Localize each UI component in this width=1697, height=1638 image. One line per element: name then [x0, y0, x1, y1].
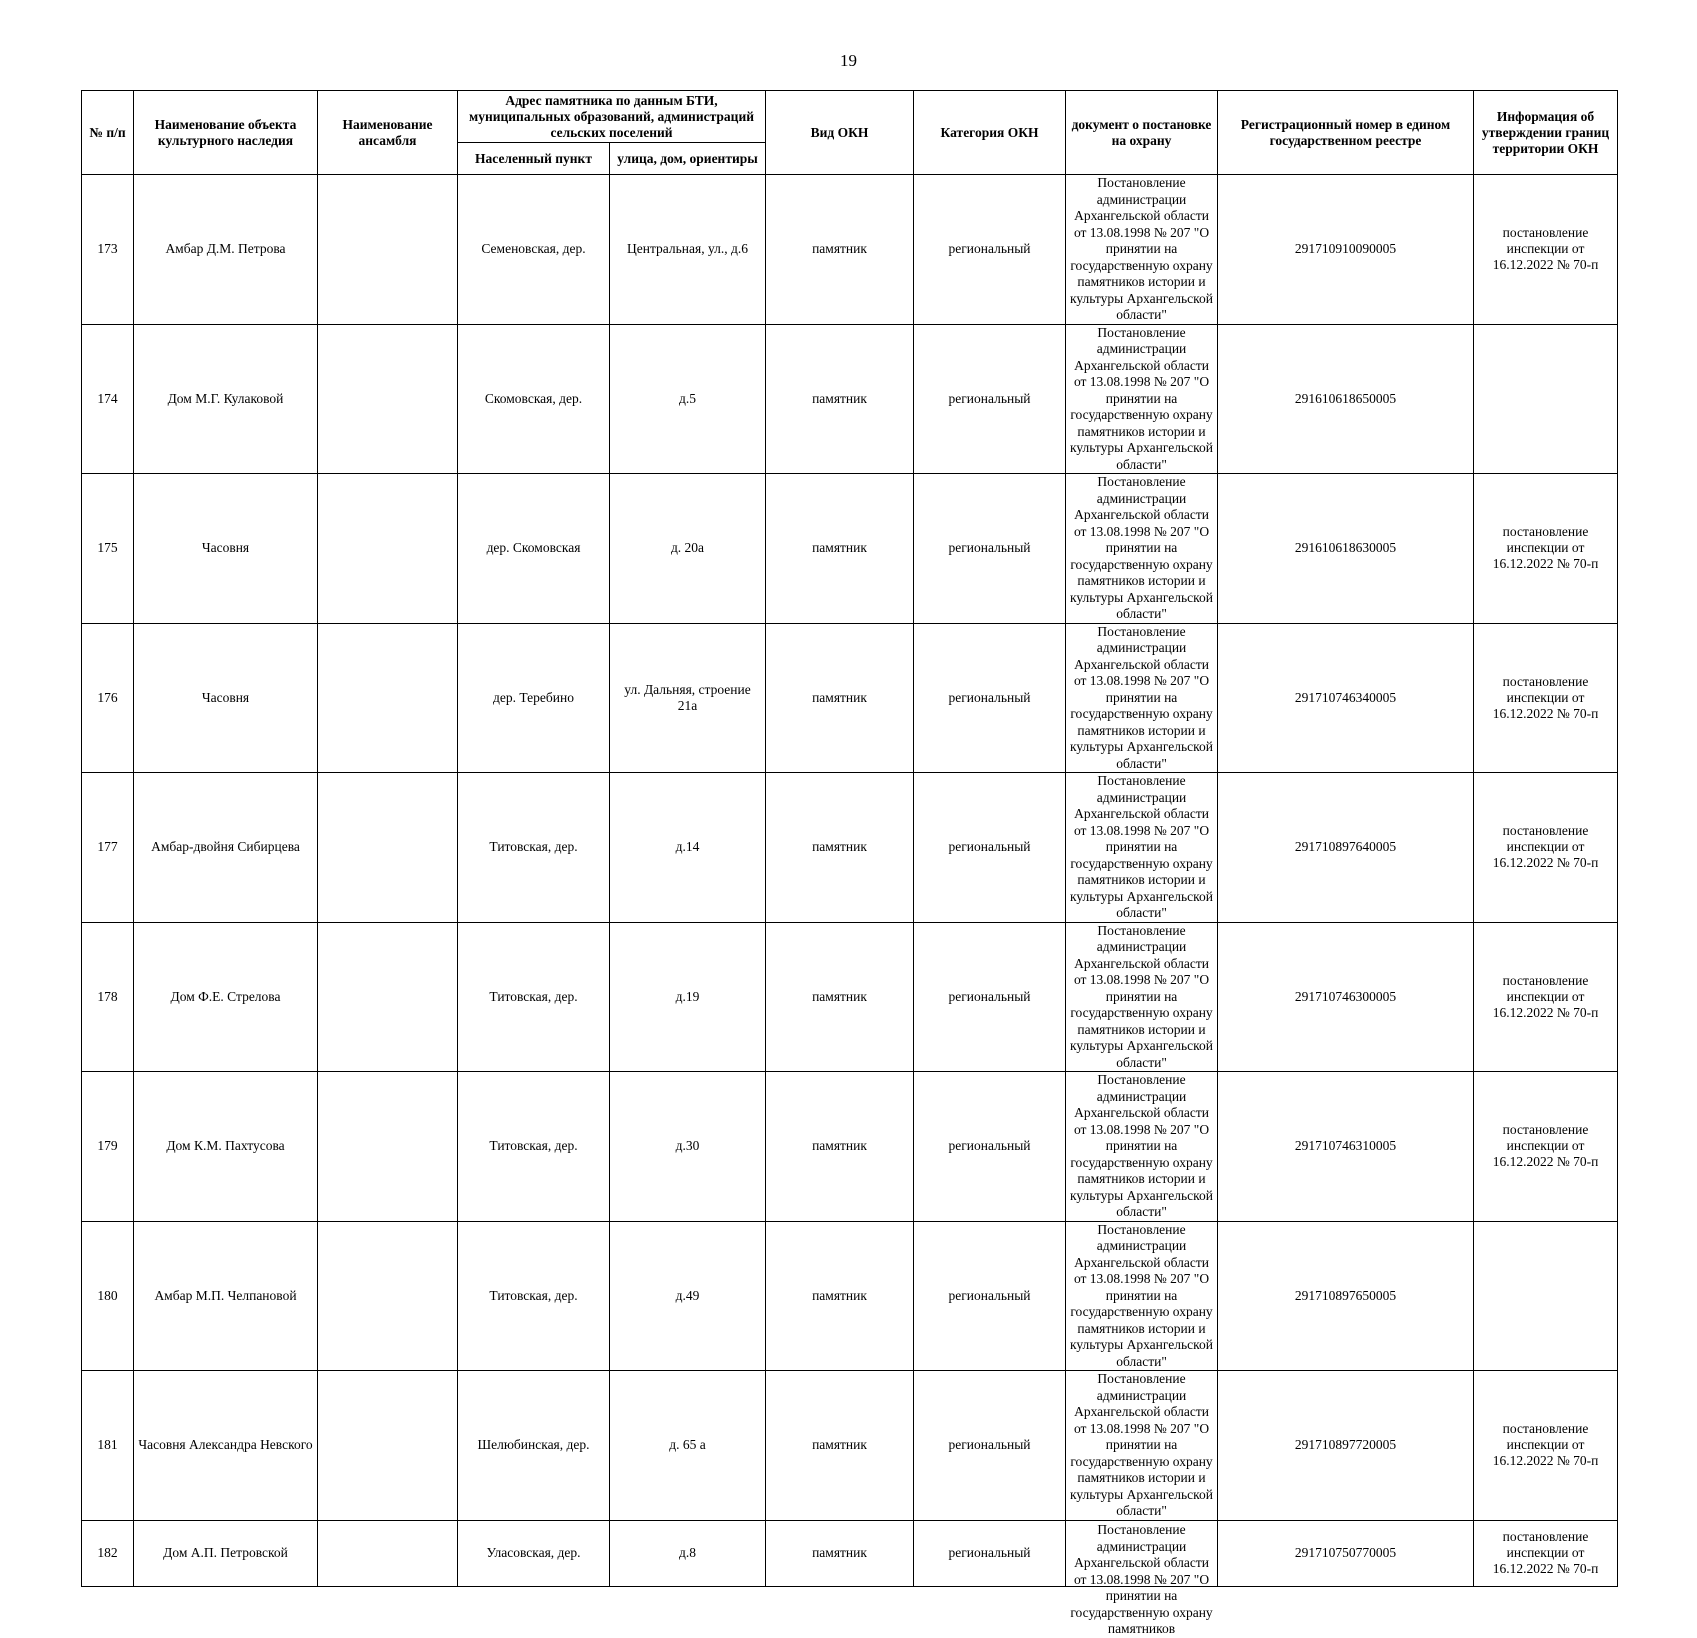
- table-row: [82, 1221, 1618, 1371]
- header-settlement: Населенный пункт: [458, 143, 610, 175]
- cell-reg-number: 291710746300005: [1218, 922, 1474, 1072]
- cell-street: д.5: [610, 324, 766, 474]
- cell-ensemble: [318, 623, 458, 773]
- cell-protection-doc: Постановление администрации Архангельской области от 13.08.1998 № 207 "О принятии на государственную охрану памятников истории и культуры Архангельской области": [1066, 474, 1218, 624]
- protection-doc-text: Постановление администрации Архангельской области от 13.08.1998 № 207 "О принятии на государственную охрану памятников: [1070, 1522, 1213, 1636]
- cell-num: 181: [82, 1371, 134, 1521]
- cell-okn-type: памятник: [766, 623, 914, 773]
- cell-num: 173: [82, 175, 134, 325]
- table-row: [82, 773, 1618, 923]
- cell-reg-number: 291710750770005: [1218, 1520, 1474, 1586]
- cell-okn-category: региональный: [914, 1520, 1066, 1586]
- cell-okn-category: региональный: [914, 1221, 1066, 1371]
- header-street: улица, дом, ориентиры: [610, 143, 766, 175]
- header-boundaries-info: Информация об утверждении границ территории ОКН: [1474, 91, 1618, 175]
- cell-boundaries-info: постановление инспекции от 16.12.2022 № 70-п: [1474, 1371, 1618, 1521]
- cell-street: д.19: [610, 922, 766, 1072]
- cell-reg-number: 291710897640005: [1218, 773, 1474, 923]
- cell-ensemble: [318, 1072, 458, 1222]
- cell-reg-number: 291710746310005: [1218, 1072, 1474, 1222]
- cell-reg-number: 291610618630005: [1218, 474, 1474, 624]
- header-reg-number: Регистрационный номер в едином государственном реестре: [1218, 91, 1474, 175]
- cell-object-name: Дом Ф.Е. Стрелова: [134, 922, 318, 1072]
- cell-object-name: Амбар-двойня Сибирцева: [134, 773, 318, 923]
- cell-street: д. 65 а: [610, 1371, 766, 1521]
- header-protection-doc: документ о постановке на охрану: [1066, 91, 1218, 175]
- cell-protection-doc: Постановление администрации Архангельской области от 13.08.1998 № 207 "О принятии на государственную охрану памятников истории и культуры Архангельской области": [1066, 922, 1218, 1072]
- cell-settlement: Скомовская, дер.: [458, 324, 610, 474]
- table-row: [82, 1072, 1618, 1222]
- header-okn-category: Категория ОКН: [914, 91, 1066, 175]
- cell-protection-doc: Постановление администрации Архангельской области от 13.08.1998 № 207 "О принятии на государственную охрану памятников истории и культуры Архангельской области": [1066, 175, 1218, 325]
- cell-protection-doc: Постановление администрации Архангельской области от 13.08.1998 № 207 "О принятии на государственную охрану памятников истории и культуры Архангельской области": [1066, 773, 1218, 923]
- cell-street: д.30: [610, 1072, 766, 1222]
- cell-okn-type: памятник: [766, 773, 914, 923]
- cell-ensemble: [318, 175, 458, 325]
- cell-ensemble: [318, 1371, 458, 1521]
- cell-settlement: Семеновская, дер.: [458, 175, 610, 325]
- cell-okn-type: памятник: [766, 1520, 914, 1586]
- cell-boundaries-info: постановление инспекции от 16.12.2022 № 70-п: [1474, 623, 1618, 773]
- cell-settlement: дер. Скомовская: [458, 474, 610, 624]
- cell-okn-category: региональный: [914, 773, 1066, 923]
- cell-okn-category: региональный: [914, 1072, 1066, 1222]
- cell-okn-category: региональный: [914, 324, 1066, 474]
- cell-num: 178: [82, 922, 134, 1072]
- cell-protection-doc: Постановление администрации Архангельской области от 13.08.1998 № 207 "О принятии на государственную охрану памятников истории и культуры Архангельской области": [1066, 1072, 1218, 1222]
- cell-object-name: Часовня: [134, 474, 318, 624]
- cell-settlement: Уласовская, дер.: [458, 1520, 610, 1586]
- cell-street: ул. Дальняя, строение 21а: [610, 623, 766, 773]
- table-row: [82, 1520, 1618, 1586]
- cell-object-name: Амбар Д.М. Петрова: [134, 175, 318, 325]
- cell-ensemble: [318, 773, 458, 923]
- cell-boundaries-info: постановление инспекции от 16.12.2022 № 70-п: [1474, 922, 1618, 1072]
- cell-object-name: Дом М.Г. Кулаковой: [134, 324, 318, 474]
- cell-protection-doc: Постановление администрации Архангельской области от 13.08.1998 № 207 "О принятии на государственную охрану памятников истории и культуры Архангельской области": [1066, 1371, 1218, 1521]
- cell-okn-type: памятник: [766, 922, 914, 1072]
- table-row: [82, 324, 1618, 474]
- cell-reg-number: 291710897650005: [1218, 1221, 1474, 1371]
- cell-boundaries-info: [1474, 1221, 1618, 1371]
- cell-protection-doc: Постановление администрации Архангельской области от 13.08.1998 № 207 "О принятии на государственную охрану памятников истории и культуры Архангельской области": [1066, 1221, 1218, 1371]
- header-address-group: Адрес памятника по данным БТИ, муниципальных образований, администраций сельских поселений: [458, 91, 766, 143]
- cell-boundaries-info: [1474, 324, 1618, 474]
- table-header: [82, 91, 1618, 175]
- cell-ensemble: [318, 324, 458, 474]
- page-number: 19: [840, 51, 857, 70]
- cell-object-name: Часовня: [134, 623, 318, 773]
- cell-object-name: Часовня Александра Невского: [134, 1371, 318, 1521]
- table-row: [82, 623, 1618, 773]
- cell-protection-doc: Постановление администрации Архангельской области от 13.08.1998 № 207 "О принятии на государственную охрану памятников истории и культуры Архангельской области": [1066, 324, 1218, 474]
- header-object-name: Наименование объекта культурного наследия: [134, 91, 318, 175]
- cell-object-name: Дом К.М. Пахтусова: [134, 1072, 318, 1222]
- cell-ensemble: [318, 922, 458, 1072]
- header-ensemble: Наименование ансамбля: [318, 91, 458, 175]
- cell-street: д. 20а: [610, 474, 766, 624]
- table-row: [82, 175, 1618, 325]
- table-row: [82, 1371, 1618, 1521]
- cell-okn-type: памятник: [766, 474, 914, 624]
- cell-okn-type: памятник: [766, 1072, 914, 1222]
- cell-num: 176: [82, 623, 134, 773]
- cell-num: 175: [82, 474, 134, 624]
- header-okn-type: Вид ОКН: [766, 91, 914, 175]
- cell-settlement: Титовская, дер.: [458, 1221, 610, 1371]
- cell-street: д.8: [610, 1520, 766, 1586]
- cell-settlement: Титовская, дер.: [458, 1072, 610, 1222]
- cell-okn-category: региональный: [914, 175, 1066, 325]
- cell-boundaries-info: постановление инспекции от 16.12.2022 № 70-п: [1474, 1520, 1618, 1586]
- cell-okn-category: региональный: [914, 1371, 1066, 1521]
- cell-boundaries-info: постановление инспекции от 16.12.2022 № 70-п: [1474, 175, 1618, 325]
- cell-object-name: Амбар М.П. Челпановой: [134, 1221, 318, 1371]
- heritage-registry-table: [81, 90, 1618, 1636]
- cell-num: 182: [82, 1520, 134, 1586]
- cell-num: 174: [82, 324, 134, 474]
- table-row: [82, 922, 1618, 1072]
- cell-reg-number: 291710746340005: [1218, 623, 1474, 773]
- cell-reg-number: 291710910090005: [1218, 175, 1474, 325]
- cell-okn-type: памятник: [766, 1371, 914, 1521]
- cell-okn-category: региональный: [914, 474, 1066, 624]
- cell-ensemble: [318, 1221, 458, 1371]
- cell-street: Центральная, ул., д.6: [610, 175, 766, 325]
- header-num: № п/п: [82, 91, 134, 175]
- cell-okn-type: памятник: [766, 324, 914, 474]
- cell-street: д.49: [610, 1221, 766, 1371]
- cell-okn-category: региональный: [914, 623, 1066, 773]
- table-body: [82, 175, 1618, 1636]
- cell-settlement: Титовская, дер.: [458, 773, 610, 923]
- cell-boundaries-info: постановление инспекции от 16.12.2022 № 70-п: [1474, 773, 1618, 923]
- cell-num: 177: [82, 773, 134, 923]
- cell-num: 180: [82, 1221, 134, 1371]
- cell-settlement: Шелюбинская, дер.: [458, 1371, 610, 1521]
- cell-object-name: Дом А.П. Петровской: [134, 1520, 318, 1586]
- cell-okn-category: региональный: [914, 922, 1066, 1072]
- table-row: [82, 474, 1618, 624]
- cell-boundaries-info: постановление инспекции от 16.12.2022 № 70-п: [1474, 1072, 1618, 1222]
- cell-reg-number: 291710897720005: [1218, 1371, 1474, 1521]
- cell-okn-type: памятник: [766, 1221, 914, 1371]
- cell-protection-doc: Постановление администрации Архангельской области от 13.08.1998 № 207 "О принятии на государственную охрану памятников истории и культуры Архангельской области": [1066, 623, 1218, 773]
- cell-reg-number: 291610618650005: [1218, 324, 1474, 474]
- cell-boundaries-info: постановление инспекции от 16.12.2022 № 70-п: [1474, 474, 1618, 624]
- cell-okn-type: памятник: [766, 175, 914, 325]
- cell-protection-doc: [1066, 1520, 1218, 1636]
- cell-settlement: Титовская, дер.: [458, 922, 610, 1072]
- cell-ensemble: [318, 1520, 458, 1586]
- cell-num: 179: [82, 1072, 134, 1222]
- cell-ensemble: [318, 474, 458, 624]
- cell-street: д.14: [610, 773, 766, 923]
- cell-settlement: дер. Теребино: [458, 623, 610, 773]
